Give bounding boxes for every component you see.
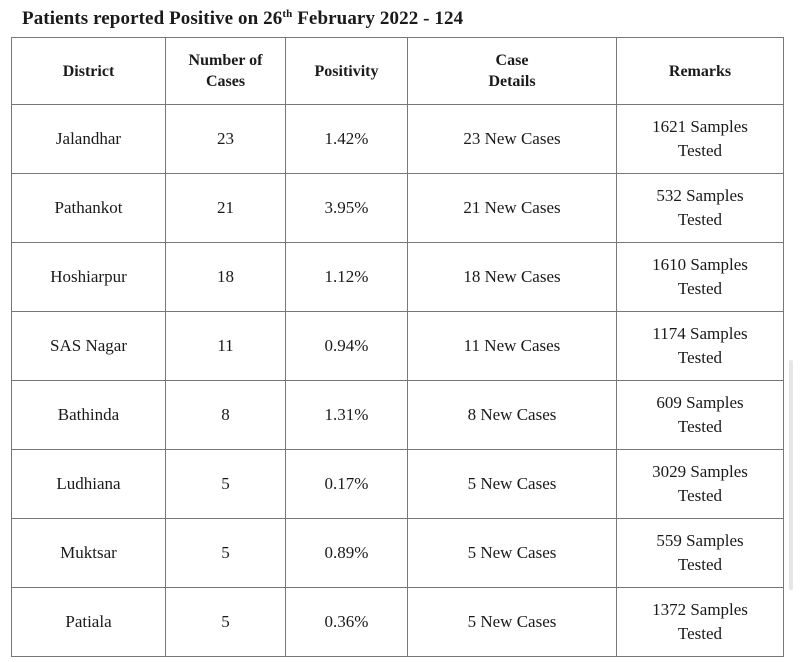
cell-remarks [617,519,784,588]
header-cases-line1: Number of [188,52,263,69]
remarks-line1: 532 Samples [656,186,744,205]
cell-district: Pathankot [12,174,166,243]
cell-district: Ludhiana [12,450,166,519]
remarks-line2: Tested [677,486,723,505]
header-case-details [408,38,617,105]
title-suffix: February 2022 - 124 [292,8,464,29]
remarks-line1: 1174 Samples [652,324,748,343]
header-cases-line2: Cases [205,73,246,90]
cell-case-details: 5 New Cases [408,588,617,657]
header-positivity-label: Positivity [314,62,379,80]
positive-cases-table [11,37,784,657]
header-remarks-label: Remarks [668,62,732,80]
title-superscript: th [282,8,293,20]
cell-cases: 23 [166,105,286,174]
remarks-line1: 559 Samples [656,531,744,550]
cell-remarks [617,105,784,174]
cell-positivity: 1.42% [286,105,408,174]
cell-case-details: 21 New Cases [408,174,617,243]
table-row [12,381,784,450]
cell-remarks [617,381,784,450]
table-row [12,174,784,243]
table-row [12,588,784,657]
cell-district: Patiala [12,588,166,657]
header-number-of-cases [166,38,286,105]
cell-district: Jalandhar [12,105,166,174]
header-details-line2: Details [488,73,536,90]
remarks-line1: 1372 Samples [652,600,748,619]
header-district [12,38,166,105]
cell-cases: 5 [166,519,286,588]
cell-district: SAS Nagar [12,312,166,381]
title-prefix: Patients reported Positive on 26 [22,8,283,29]
remarks-line2: Tested [677,348,723,367]
remarks-line1: 3029 Samples [652,462,748,481]
remarks-line1: 609 Samples [656,393,744,412]
cell-case-details: 5 New Cases [408,450,617,519]
remarks-line2: Tested [677,141,723,160]
remarks-line2: Tested [677,624,723,643]
table-body [12,105,784,657]
remarks-line2: Tested [677,555,723,574]
cell-remarks [617,588,784,657]
header-positivity [286,38,408,105]
cell-remarks [617,312,784,381]
cell-case-details: 8 New Cases [408,381,617,450]
cell-district: Hoshiarpur [12,243,166,312]
cell-cases: 5 [166,450,286,519]
header-remarks [617,38,784,105]
cell-positivity: 0.94% [286,312,408,381]
table-header [12,38,784,105]
header-row [12,38,784,105]
cell-positivity: 1.31% [286,381,408,450]
header-details-line1: Case [495,52,529,69]
cell-case-details: 5 New Cases [408,519,617,588]
cell-remarks [617,243,784,312]
cell-remarks [617,450,784,519]
remarks-line1: 1621 Samples [652,117,748,136]
table-row [12,105,784,174]
cell-cases: 21 [166,174,286,243]
cell-case-details: 11 New Cases [408,312,617,381]
cell-district: Muktsar [12,519,166,588]
cell-positivity: 0.17% [286,450,408,519]
scrollbar[interactable] [789,360,793,590]
cell-district: Bathinda [12,381,166,450]
cell-cases: 8 [166,381,286,450]
table-row [12,519,784,588]
table-row [12,312,784,381]
table-row [12,243,784,312]
cell-positivity: 1.12% [286,243,408,312]
cell-positivity: 0.89% [286,519,408,588]
remarks-line1: 1610 Samples [652,255,748,274]
cell-cases: 18 [166,243,286,312]
cell-cases: 5 [166,588,286,657]
header-district-label: District [62,62,115,80]
cell-cases: 11 [166,312,286,381]
cell-positivity: 3.95% [286,174,408,243]
cell-case-details: 18 New Cases [408,243,617,312]
remarks-line2: Tested [677,279,723,298]
page-title [22,8,463,30]
cell-case-details: 23 New Cases [408,105,617,174]
remarks-line2: Tested [677,210,723,229]
remarks-line2: Tested [677,417,723,436]
table-row [12,450,784,519]
cell-remarks [617,174,784,243]
cell-positivity: 0.36% [286,588,408,657]
